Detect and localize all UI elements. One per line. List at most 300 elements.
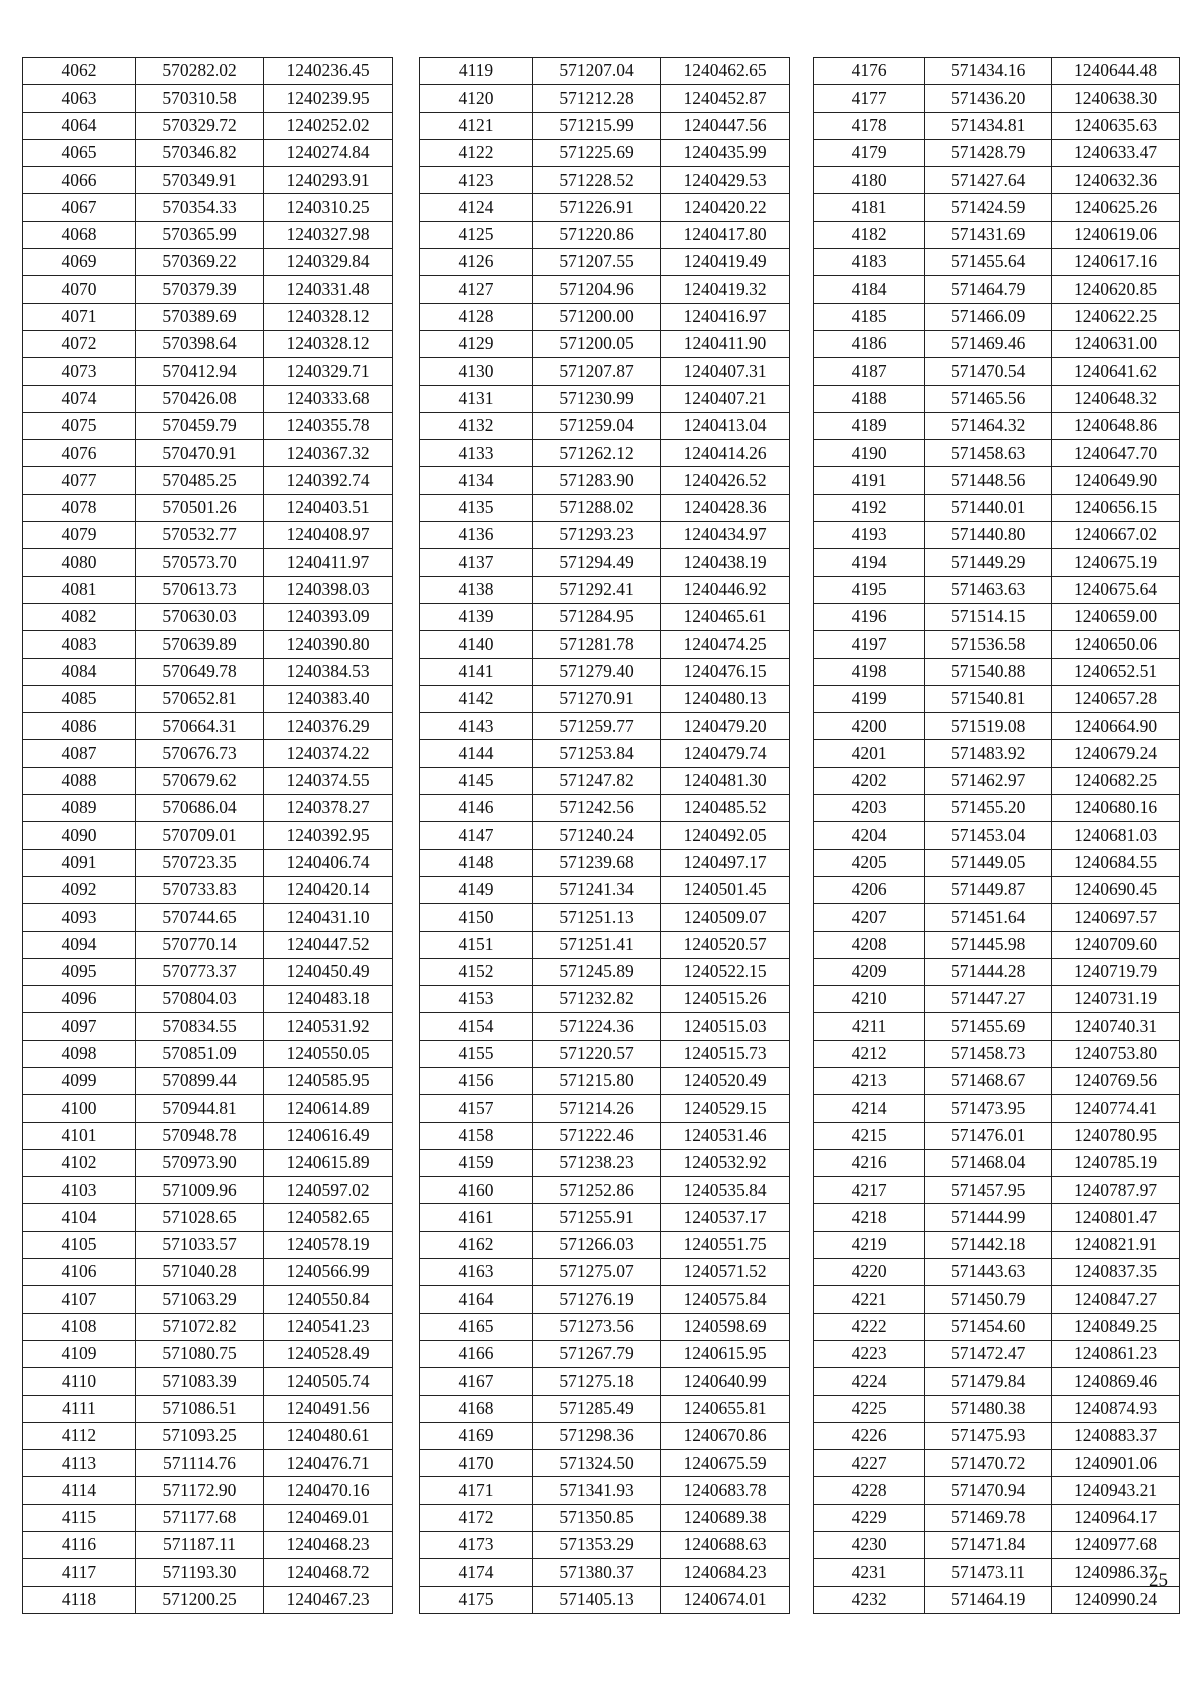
point-number-cell: 4200 xyxy=(814,713,925,740)
point-number-cell: 4177 xyxy=(814,85,925,112)
point-number-cell: 4141 xyxy=(420,658,533,685)
x-coordinate-cell: 570686.04 xyxy=(136,795,264,822)
point-number-cell: 4087 xyxy=(23,740,136,767)
x-coordinate-cell: 571458.63 xyxy=(925,440,1052,467)
y-coordinate-cell: 1240416.97 xyxy=(661,303,790,330)
x-coordinate-cell: 570501.26 xyxy=(136,494,264,521)
table-row xyxy=(23,576,393,603)
x-coordinate-cell: 571480.38 xyxy=(925,1395,1052,1422)
table-row xyxy=(23,412,393,439)
table-row xyxy=(23,876,393,903)
point-number-cell: 4168 xyxy=(420,1395,533,1422)
x-coordinate-cell: 570354.33 xyxy=(136,194,264,221)
x-coordinate-cell: 570804.03 xyxy=(136,986,264,1013)
x-coordinate-cell: 571472.47 xyxy=(925,1340,1052,1367)
point-number-cell: 4149 xyxy=(420,876,533,903)
table-row xyxy=(420,1286,790,1313)
y-coordinate-cell: 1240648.32 xyxy=(1052,385,1180,412)
x-coordinate-cell: 570773.37 xyxy=(136,958,264,985)
point-number-cell: 4133 xyxy=(420,440,533,467)
x-coordinate-cell: 571440.80 xyxy=(925,522,1052,549)
x-coordinate-cell: 570948.78 xyxy=(136,1122,264,1149)
point-number-cell: 4186 xyxy=(814,330,925,357)
table-row xyxy=(23,1013,393,1040)
y-coordinate-cell: 1240407.31 xyxy=(661,358,790,385)
table-row xyxy=(23,1286,393,1313)
table-row xyxy=(814,330,1180,357)
x-coordinate-cell: 571443.63 xyxy=(925,1259,1052,1286)
point-number-cell: 4125 xyxy=(420,221,533,248)
x-coordinate-cell: 571449.87 xyxy=(925,876,1052,903)
table-row xyxy=(420,440,790,467)
x-coordinate-cell: 571279.40 xyxy=(533,658,661,685)
y-coordinate-cell: 1240697.57 xyxy=(1052,904,1180,931)
table-row xyxy=(420,713,790,740)
table-row xyxy=(814,221,1180,248)
x-coordinate-cell: 571281.78 xyxy=(533,631,661,658)
table-row xyxy=(420,1532,790,1559)
table-row xyxy=(814,1204,1180,1231)
y-coordinate-cell: 1240434.97 xyxy=(661,522,790,549)
y-coordinate-cell: 1240550.05 xyxy=(264,1040,393,1067)
y-coordinate-cell: 1240622.25 xyxy=(1052,303,1180,330)
table-row xyxy=(814,1504,1180,1531)
x-coordinate-cell: 571247.82 xyxy=(533,767,661,794)
point-number-cell: 4088 xyxy=(23,767,136,794)
y-coordinate-cell: 1240355.78 xyxy=(264,412,393,439)
table-row xyxy=(23,139,393,166)
table-row xyxy=(23,1340,393,1367)
point-number-cell: 4151 xyxy=(420,931,533,958)
y-coordinate-cell: 1240614.89 xyxy=(264,1095,393,1122)
point-number-cell: 4135 xyxy=(420,494,533,521)
x-coordinate-cell: 571445.98 xyxy=(925,931,1052,958)
point-number-cell: 4227 xyxy=(814,1450,925,1477)
x-coordinate-cell: 571267.79 xyxy=(533,1340,661,1367)
x-coordinate-cell: 571187.11 xyxy=(136,1532,264,1559)
point-number-cell: 4112 xyxy=(23,1422,136,1449)
y-coordinate-cell: 1240474.25 xyxy=(661,631,790,658)
y-coordinate-cell: 1240869.46 xyxy=(1052,1368,1180,1395)
point-number-cell: 4214 xyxy=(814,1095,925,1122)
point-number-cell: 4145 xyxy=(420,767,533,794)
y-coordinate-cell: 1240479.20 xyxy=(661,713,790,740)
x-coordinate-cell: 571063.29 xyxy=(136,1286,264,1313)
point-number-cell: 4178 xyxy=(814,112,925,139)
y-coordinate-cell: 1240469.01 xyxy=(264,1504,393,1531)
x-coordinate-cell: 571220.57 xyxy=(533,1040,661,1067)
y-coordinate-cell: 1240417.80 xyxy=(661,221,790,248)
x-coordinate-cell: 571471.84 xyxy=(925,1532,1052,1559)
x-coordinate-cell: 571298.36 xyxy=(533,1422,661,1449)
table-row xyxy=(814,522,1180,549)
table-row xyxy=(420,658,790,685)
point-number-cell: 4093 xyxy=(23,904,136,931)
x-coordinate-cell: 571455.69 xyxy=(925,1013,1052,1040)
y-coordinate-cell: 1240633.47 xyxy=(1052,139,1180,166)
y-coordinate-cell: 1240419.32 xyxy=(661,276,790,303)
y-coordinate-cell: 1240411.90 xyxy=(661,330,790,357)
table-row xyxy=(23,1313,393,1340)
table-row xyxy=(420,58,790,85)
point-number-cell: 4065 xyxy=(23,139,136,166)
point-number-cell: 4195 xyxy=(814,576,925,603)
y-coordinate-cell: 1240452.87 xyxy=(661,85,790,112)
table-row xyxy=(420,303,790,330)
point-number-cell: 4203 xyxy=(814,795,925,822)
y-coordinate-cell: 1240874.93 xyxy=(1052,1395,1180,1422)
point-number-cell: 4180 xyxy=(814,167,925,194)
coordinate-tables xyxy=(22,57,1180,1635)
y-coordinate-cell: 1240689.38 xyxy=(661,1504,790,1531)
point-number-cell: 4094 xyxy=(23,931,136,958)
table-row xyxy=(420,1450,790,1477)
x-coordinate-cell: 571341.93 xyxy=(533,1477,661,1504)
x-coordinate-cell: 571353.29 xyxy=(533,1532,661,1559)
point-number-cell: 4111 xyxy=(23,1395,136,1422)
x-coordinate-cell: 571288.02 xyxy=(533,494,661,521)
table-row xyxy=(23,1177,393,1204)
point-number-cell: 4062 xyxy=(23,58,136,85)
point-number-cell: 4138 xyxy=(420,576,533,603)
y-coordinate-cell: 1240239.95 xyxy=(264,85,393,112)
x-coordinate-cell: 571427.64 xyxy=(925,167,1052,194)
y-coordinate-cell: 1240470.16 xyxy=(264,1477,393,1504)
y-coordinate-cell: 1240684.55 xyxy=(1052,849,1180,876)
y-coordinate-cell: 1240531.46 xyxy=(661,1122,790,1149)
table-row xyxy=(420,1504,790,1531)
x-coordinate-cell: 571540.88 xyxy=(925,658,1052,685)
x-coordinate-cell: 571444.28 xyxy=(925,958,1052,985)
table-row xyxy=(23,1095,393,1122)
point-number-cell: 4086 xyxy=(23,713,136,740)
table-row xyxy=(23,740,393,767)
y-coordinate-cell: 1240551.75 xyxy=(661,1231,790,1258)
table-row xyxy=(420,1204,790,1231)
point-number-cell: 4176 xyxy=(814,58,925,85)
x-coordinate-cell: 571451.64 xyxy=(925,904,1052,931)
y-coordinate-cell: 1240420.14 xyxy=(264,876,393,903)
point-number-cell: 4157 xyxy=(420,1095,533,1122)
x-coordinate-cell: 570676.73 xyxy=(136,740,264,767)
point-number-cell: 4212 xyxy=(814,1040,925,1067)
y-coordinate-cell: 1240515.03 xyxy=(661,1013,790,1040)
point-number-cell: 4106 xyxy=(23,1259,136,1286)
point-number-cell: 4100 xyxy=(23,1095,136,1122)
x-coordinate-cell: 571230.99 xyxy=(533,385,661,412)
point-number-cell: 4103 xyxy=(23,1177,136,1204)
x-coordinate-cell: 571193.30 xyxy=(136,1559,264,1586)
table-row xyxy=(420,1122,790,1149)
point-number-cell: 4175 xyxy=(420,1586,533,1613)
table-row xyxy=(23,112,393,139)
x-coordinate-cell: 571448.56 xyxy=(925,467,1052,494)
point-number-cell: 4226 xyxy=(814,1422,925,1449)
x-coordinate-cell: 571224.36 xyxy=(533,1013,661,1040)
point-number-cell: 4064 xyxy=(23,112,136,139)
y-coordinate-cell: 1240535.84 xyxy=(661,1177,790,1204)
x-coordinate-cell: 571454.60 xyxy=(925,1313,1052,1340)
x-coordinate-cell: 570639.89 xyxy=(136,631,264,658)
table-row xyxy=(420,1559,790,1586)
point-number-cell: 4119 xyxy=(420,58,533,85)
table-row xyxy=(814,1340,1180,1367)
point-number-cell: 4146 xyxy=(420,795,533,822)
x-coordinate-cell: 571444.99 xyxy=(925,1204,1052,1231)
point-number-cell: 4153 xyxy=(420,986,533,1013)
point-number-cell: 4193 xyxy=(814,522,925,549)
point-number-cell: 4185 xyxy=(814,303,925,330)
point-number-cell: 4082 xyxy=(23,603,136,630)
y-coordinate-cell: 1240847.27 xyxy=(1052,1286,1180,1313)
x-coordinate-cell: 570851.09 xyxy=(136,1040,264,1067)
table-row xyxy=(23,1040,393,1067)
table-row xyxy=(23,385,393,412)
table-row xyxy=(814,740,1180,767)
point-number-cell: 4155 xyxy=(420,1040,533,1067)
x-coordinate-cell: 571475.93 xyxy=(925,1422,1052,1449)
x-coordinate-cell: 571436.20 xyxy=(925,85,1052,112)
point-number-cell: 4181 xyxy=(814,194,925,221)
y-coordinate-cell: 1240531.92 xyxy=(264,1013,393,1040)
table-row xyxy=(814,1149,1180,1176)
table-row xyxy=(814,1395,1180,1422)
table-row xyxy=(23,1067,393,1094)
y-coordinate-cell: 1240435.99 xyxy=(661,139,790,166)
y-coordinate-cell: 1240731.19 xyxy=(1052,986,1180,1013)
point-number-cell: 4229 xyxy=(814,1504,925,1531)
x-coordinate-cell: 571470.72 xyxy=(925,1450,1052,1477)
y-coordinate-cell: 1240644.48 xyxy=(1052,58,1180,85)
point-number-cell: 4179 xyxy=(814,139,925,166)
point-number-cell: 4219 xyxy=(814,1231,925,1258)
y-coordinate-cell: 1240408.97 xyxy=(264,522,393,549)
x-coordinate-cell: 571093.25 xyxy=(136,1422,264,1449)
x-coordinate-cell: 571514.15 xyxy=(925,603,1052,630)
x-coordinate-cell: 571241.34 xyxy=(533,876,661,903)
y-coordinate-cell: 1240571.52 xyxy=(661,1259,790,1286)
table-row xyxy=(814,1450,1180,1477)
x-coordinate-cell: 571450.79 xyxy=(925,1286,1052,1313)
coordinate-table-3 xyxy=(813,57,1180,1614)
table-row xyxy=(814,795,1180,822)
x-coordinate-cell: 571479.84 xyxy=(925,1368,1052,1395)
point-number-cell: 4126 xyxy=(420,249,533,276)
table-row xyxy=(814,1231,1180,1258)
point-number-cell: 4132 xyxy=(420,412,533,439)
y-coordinate-cell: 1240709.60 xyxy=(1052,931,1180,958)
x-coordinate-cell: 571072.82 xyxy=(136,1313,264,1340)
table-row xyxy=(23,303,393,330)
x-coordinate-cell: 571468.67 xyxy=(925,1067,1052,1094)
point-number-cell: 4085 xyxy=(23,685,136,712)
point-number-cell: 4158 xyxy=(420,1122,533,1149)
x-coordinate-cell: 571469.46 xyxy=(925,330,1052,357)
x-coordinate-cell: 570973.90 xyxy=(136,1149,264,1176)
x-coordinate-cell: 571040.28 xyxy=(136,1259,264,1286)
y-coordinate-cell: 1240943.21 xyxy=(1052,1477,1180,1504)
x-coordinate-cell: 571465.56 xyxy=(925,385,1052,412)
point-number-cell: 4102 xyxy=(23,1149,136,1176)
x-coordinate-cell: 571455.20 xyxy=(925,795,1052,822)
x-coordinate-cell: 571200.25 xyxy=(136,1586,264,1613)
y-coordinate-cell: 1240578.19 xyxy=(264,1231,393,1258)
table-row xyxy=(420,958,790,985)
point-number-cell: 4099 xyxy=(23,1067,136,1094)
table-row xyxy=(814,549,1180,576)
table-row xyxy=(814,576,1180,603)
point-number-cell: 4217 xyxy=(814,1177,925,1204)
point-number-cell: 4166 xyxy=(420,1340,533,1367)
point-number-cell: 4098 xyxy=(23,1040,136,1067)
table-row xyxy=(420,685,790,712)
table-row xyxy=(23,1477,393,1504)
y-coordinate-cell: 1240647.70 xyxy=(1052,440,1180,467)
y-coordinate-cell: 1240374.55 xyxy=(264,767,393,794)
table-row xyxy=(814,276,1180,303)
point-number-cell: 4182 xyxy=(814,221,925,248)
y-coordinate-cell: 1240656.15 xyxy=(1052,494,1180,521)
point-number-cell: 4116 xyxy=(23,1532,136,1559)
table-row xyxy=(814,713,1180,740)
y-coordinate-cell: 1240438.19 xyxy=(661,549,790,576)
y-coordinate-cell: 1240650.06 xyxy=(1052,631,1180,658)
table-row xyxy=(420,1259,790,1286)
table-row xyxy=(420,549,790,576)
x-coordinate-cell: 571464.79 xyxy=(925,276,1052,303)
point-number-cell: 4222 xyxy=(814,1313,925,1340)
table-row xyxy=(814,685,1180,712)
point-number-cell: 4172 xyxy=(420,1504,533,1531)
point-number-cell: 4107 xyxy=(23,1286,136,1313)
point-number-cell: 4232 xyxy=(814,1586,925,1613)
table-row xyxy=(420,139,790,166)
x-coordinate-cell: 570709.01 xyxy=(136,822,264,849)
table-row xyxy=(814,467,1180,494)
y-coordinate-cell: 1240476.15 xyxy=(661,658,790,685)
point-number-cell: 4160 xyxy=(420,1177,533,1204)
table-row xyxy=(420,276,790,303)
table-row xyxy=(814,767,1180,794)
point-number-cell: 4129 xyxy=(420,330,533,357)
x-coordinate-cell: 571207.04 xyxy=(533,58,661,85)
x-coordinate-cell: 571283.90 xyxy=(533,467,661,494)
y-coordinate-cell: 1240331.48 xyxy=(264,276,393,303)
y-coordinate-cell: 1240428.36 xyxy=(661,494,790,521)
x-coordinate-cell: 571207.87 xyxy=(533,358,661,385)
table-row xyxy=(814,249,1180,276)
x-coordinate-cell: 571424.59 xyxy=(925,194,1052,221)
x-coordinate-cell: 570310.58 xyxy=(136,85,264,112)
point-number-cell: 4121 xyxy=(420,112,533,139)
point-number-cell: 4077 xyxy=(23,467,136,494)
point-number-cell: 4070 xyxy=(23,276,136,303)
point-number-cell: 4096 xyxy=(23,986,136,1013)
x-coordinate-cell: 570282.02 xyxy=(136,58,264,85)
y-coordinate-cell: 1240406.74 xyxy=(264,849,393,876)
y-coordinate-cell: 1240575.84 xyxy=(661,1286,790,1313)
x-coordinate-cell: 571473.11 xyxy=(925,1559,1052,1586)
table-row xyxy=(23,1259,393,1286)
coordinate-table-2 xyxy=(419,57,790,1614)
x-coordinate-cell: 571215.99 xyxy=(533,112,661,139)
point-number-cell: 4073 xyxy=(23,358,136,385)
table-row xyxy=(420,1013,790,1040)
y-coordinate-cell: 1240615.89 xyxy=(264,1149,393,1176)
y-coordinate-cell: 1240274.84 xyxy=(264,139,393,166)
x-coordinate-cell: 571245.89 xyxy=(533,958,661,985)
x-coordinate-cell: 571463.63 xyxy=(925,576,1052,603)
x-coordinate-cell: 570329.72 xyxy=(136,112,264,139)
y-coordinate-cell: 1240236.45 xyxy=(264,58,393,85)
point-number-cell: 4097 xyxy=(23,1013,136,1040)
point-number-cell: 4091 xyxy=(23,849,136,876)
table-row xyxy=(23,1231,393,1258)
x-coordinate-cell: 571242.56 xyxy=(533,795,661,822)
y-coordinate-cell: 1240515.73 xyxy=(661,1040,790,1067)
table-row xyxy=(420,112,790,139)
table-row xyxy=(420,249,790,276)
point-number-cell: 4124 xyxy=(420,194,533,221)
table-row xyxy=(814,358,1180,385)
y-coordinate-cell: 1240659.00 xyxy=(1052,603,1180,630)
table-row xyxy=(23,549,393,576)
y-coordinate-cell: 1240684.23 xyxy=(661,1559,790,1586)
x-coordinate-cell: 571455.64 xyxy=(925,249,1052,276)
y-coordinate-cell: 1240447.52 xyxy=(264,931,393,958)
x-coordinate-cell: 571453.04 xyxy=(925,822,1052,849)
x-coordinate-cell: 571086.51 xyxy=(136,1395,264,1422)
y-coordinate-cell: 1240631.00 xyxy=(1052,330,1180,357)
table-row xyxy=(420,85,790,112)
point-number-cell: 4231 xyxy=(814,1559,925,1586)
y-coordinate-cell: 1240641.62 xyxy=(1052,358,1180,385)
point-number-cell: 4134 xyxy=(420,467,533,494)
y-coordinate-cell: 1240419.49 xyxy=(661,249,790,276)
table-row xyxy=(420,1422,790,1449)
y-coordinate-cell: 1240616.49 xyxy=(264,1122,393,1149)
y-coordinate-cell: 1240520.49 xyxy=(661,1067,790,1094)
y-coordinate-cell: 1240465.61 xyxy=(661,603,790,630)
table-row xyxy=(420,1231,790,1258)
table-row xyxy=(23,276,393,303)
point-number-cell: 4167 xyxy=(420,1368,533,1395)
y-coordinate-cell: 1240769.56 xyxy=(1052,1067,1180,1094)
y-coordinate-cell: 1240497.17 xyxy=(661,849,790,876)
table-row xyxy=(814,658,1180,685)
y-coordinate-cell: 1240582.65 xyxy=(264,1204,393,1231)
point-number-cell: 4161 xyxy=(420,1204,533,1231)
table-row xyxy=(420,986,790,1013)
table-row xyxy=(814,1095,1180,1122)
table-row xyxy=(420,631,790,658)
point-number-cell: 4164 xyxy=(420,1286,533,1313)
y-coordinate-cell: 1240446.92 xyxy=(661,576,790,603)
point-number-cell: 4113 xyxy=(23,1450,136,1477)
table-row xyxy=(23,330,393,357)
table-row xyxy=(814,112,1180,139)
table-row xyxy=(23,822,393,849)
point-number-cell: 4162 xyxy=(420,1231,533,1258)
y-coordinate-cell: 1240787.97 xyxy=(1052,1177,1180,1204)
point-number-cell: 4079 xyxy=(23,522,136,549)
x-coordinate-cell: 571226.91 xyxy=(533,194,661,221)
point-number-cell: 4154 xyxy=(420,1013,533,1040)
point-number-cell: 4218 xyxy=(814,1204,925,1231)
x-coordinate-cell: 571442.18 xyxy=(925,1231,1052,1258)
x-coordinate-cell: 570899.44 xyxy=(136,1067,264,1094)
point-number-cell: 4118 xyxy=(23,1586,136,1613)
